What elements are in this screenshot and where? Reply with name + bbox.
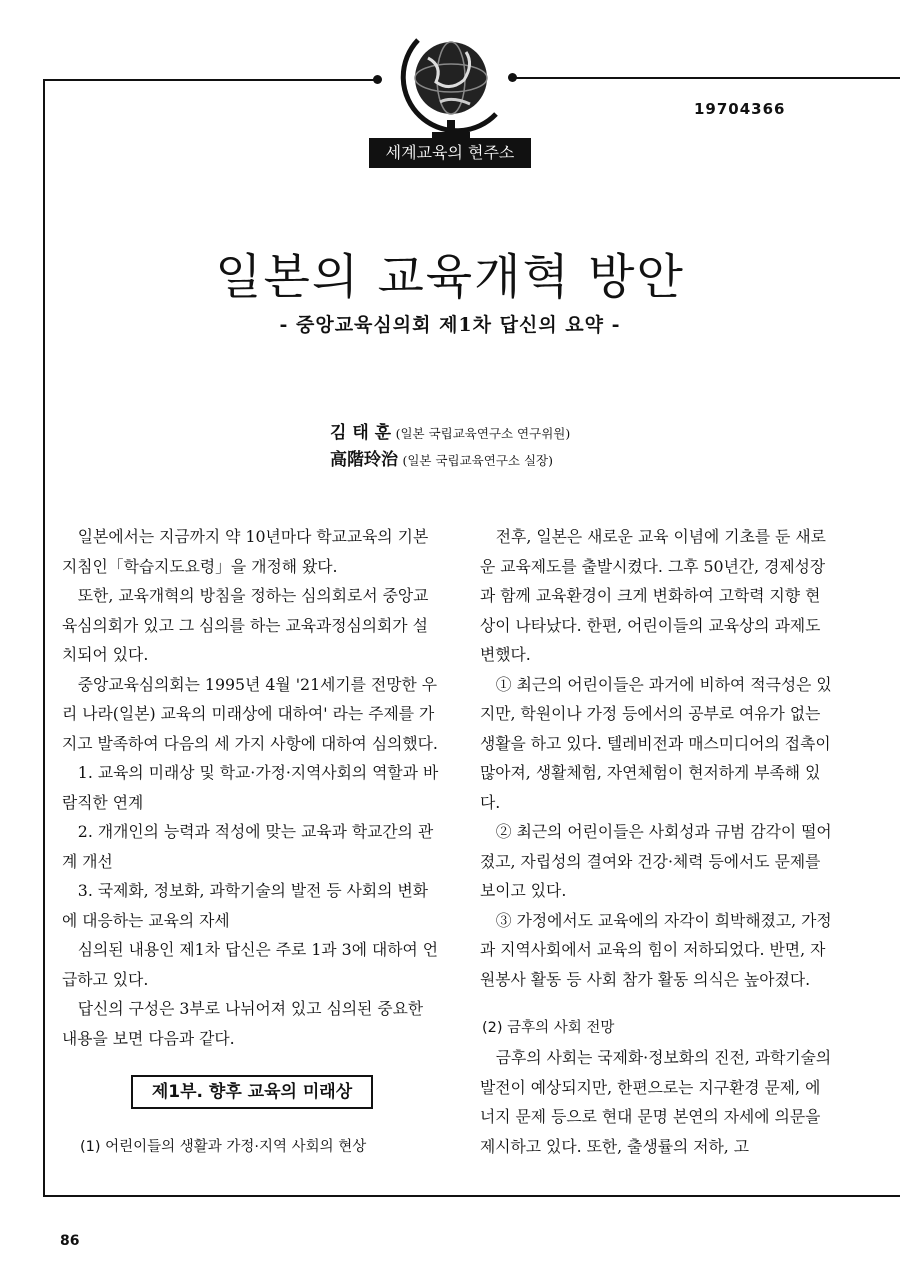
paragraph: 전후, 일본은 새로운 교육 이념에 기초를 둔 새로운 교육제도를 출발시켰다. 그후 50년간, 경제성장과 함께 교육환경이 크게 변화하여 고학력 지향 현상이 나타났다. 한편, 어린이들의 교육상의 과제도 변했다. xyxy=(480,527,826,664)
list-item: 1. 교육의 미래상 및 학교·가정·지역사회의 역할과 바람직한 연계 xyxy=(62,763,439,812)
globe-icon xyxy=(388,22,514,148)
paragraph: 중앙교육심의회는 1995년 4월 '21세기를 전망한 우리 나라(일본) 교육의 미래상에 대하여' 라는 주제를 가지고 발족하여 다음의 세 가지 사항에 대하여 심의했다. xyxy=(62,674,438,753)
series-badge: 세계교육의 현주소 xyxy=(369,138,531,168)
paragraph: 답신의 구성은 3부로 나뉘어져 있고 심의된 중요한 내용을 보면 다음과 같다. xyxy=(62,999,424,1048)
frame-top-rule-left xyxy=(43,79,378,81)
right-column xyxy=(480,522,832,994)
paragraph: 심의된 내용인 제1차 답신은 주로 1과 3에 대하여 언급하고 있다. xyxy=(62,940,439,989)
section-heading: 제1부. 향후 교육의 미래상 xyxy=(131,1075,373,1109)
paragraph: 또한, 교육개혁의 방침을 정하는 심의회로서 중앙교육심의회가 있고 그 심의를 하는 교육과정심의회가 설치되어 있다. xyxy=(62,586,429,664)
author-name: 高階玲治 xyxy=(330,450,398,470)
list-item: ② 최근의 어린이들은 사회성과 규범 감각이 떨어졌고, 자립성의 결여와 건강·체력 등에서도 문제를 보이고 있다. xyxy=(480,822,832,900)
subheading: (1) 어린이들의 생활과 가정·지역 사회의 현상 xyxy=(80,1139,367,1155)
author-line xyxy=(330,445,553,470)
page-number: 86 xyxy=(60,1233,80,1249)
article-subtitle: - 중앙교육심의회 제1차 답신의 요약 - xyxy=(279,314,621,336)
list-item: ① 최근의 어린이들은 과거에 비하여 적극성은 있지만, 학원이나 가정 등에서의 공부로 여유가 없는 생활을 하고 있다. 텔레비전과 매스미디어의 접촉이 많아져, 생활체험, 자연체험이 현저하게 부족해 있다. xyxy=(480,674,832,812)
paragraph: 일본에서는 지금까지 약 10년마다 학교교육의 기본 지침인「학습지도요령」을 개정해 왔다. xyxy=(62,527,429,576)
article-title: 일본의 교육개혁 방안 xyxy=(215,249,685,305)
frame-bottom-rule xyxy=(43,1195,900,1197)
paragraph: 금후의 사회는 국제화·정보화의 진전, 과학기술의 발전이 예상되지만, 한편으로는 지구환경 문제, 에너지 문제 등으로 현대 문명 본연의 자세에 의문을 제시하고 있다. 또한, 출생률의 저하, 고 xyxy=(480,1048,832,1156)
left-column xyxy=(62,522,442,1053)
list-item: 2. 개개인의 능력과 적성에 맞는 교육과 학교간의 관계 개선 xyxy=(62,822,434,871)
author-name: 김 태 훈 xyxy=(330,423,392,443)
author-affiliation: (일본 국립교육연구소 연구위원) xyxy=(395,426,571,441)
list-item: ③ 가정에서도 교육에의 자각이 희박해졌고, 가정과 지역사회에서 교육의 힘이 저하되었다. 반면, 자원봉사 활동 등 사회 참가 활동 의식은 높아졌다. xyxy=(480,910,832,989)
author-line xyxy=(330,418,570,443)
subheading: (2) 금후의 사회 전망 xyxy=(482,1020,615,1036)
frame-top-rule-right xyxy=(514,77,900,79)
right-column-continued xyxy=(480,1043,832,1161)
document-number: 19704366 xyxy=(694,100,786,118)
rule-end-dot xyxy=(373,75,382,84)
list-item: 3. 국제화, 정보화, 과학기술의 발전 등 사회의 변화에 대응하는 교육의 자세 xyxy=(62,881,428,930)
author-affiliation: (일본 국립교육연구소 실장) xyxy=(402,453,553,468)
